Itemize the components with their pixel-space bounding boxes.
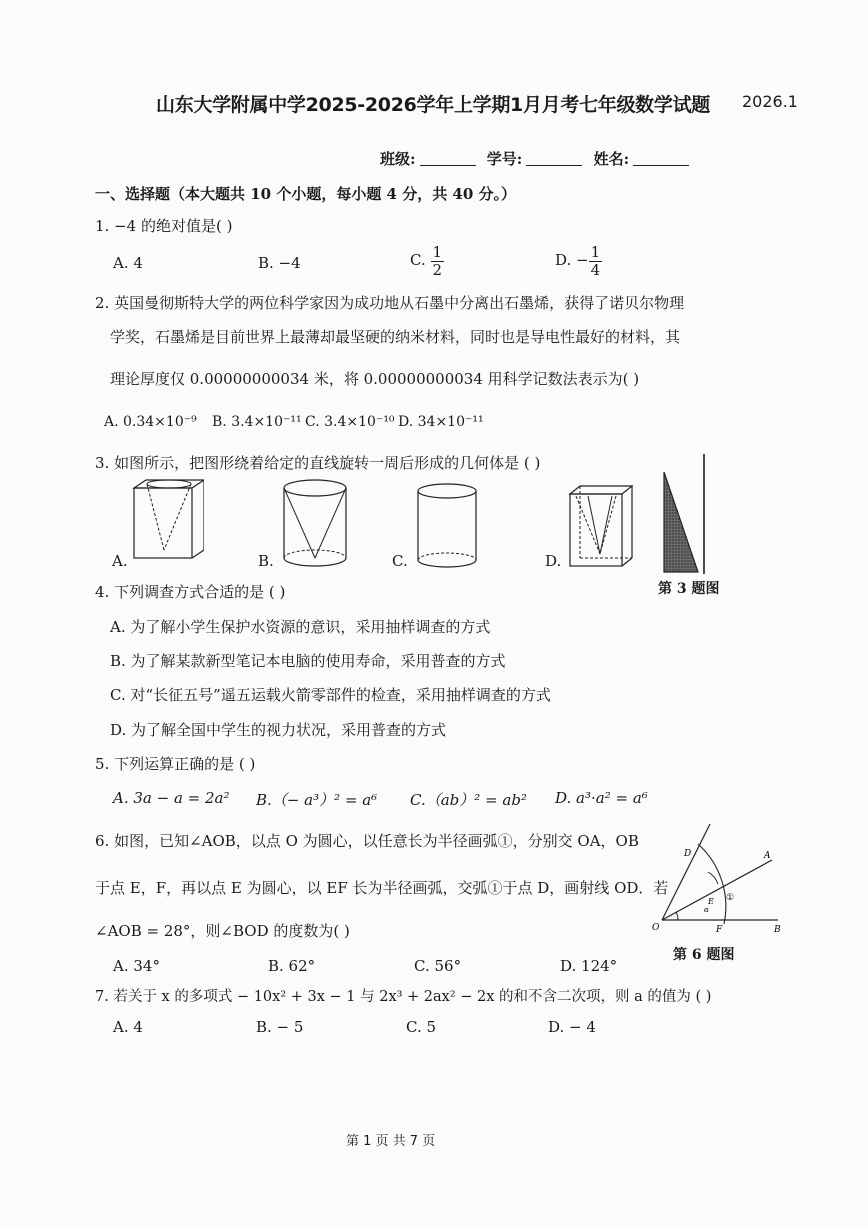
- q6-option-d: D. 124°: [560, 957, 618, 975]
- name-label: 姓名:: [593, 150, 630, 168]
- q4-stem: 4. 下列调查方式合适的是 ( ): [95, 583, 286, 601]
- q4-option-c: C. 对“长征五号”遥五运载火箭零部件的检查，采用抽样调查的方式: [110, 686, 551, 704]
- q6-option-a: A. 34°: [113, 957, 160, 975]
- q1-c-numerator: 1: [432, 243, 443, 261]
- class-label: 班级:: [380, 150, 416, 168]
- q2-line2: 学奖，石墨烯是目前世界上最薄却最坚硬的纳米材料，同时也是导电性最好的材料，其: [110, 328, 681, 346]
- q6-label-alpha: α: [704, 906, 709, 914]
- q3-label-b: B.: [258, 552, 274, 570]
- q5-option-b: B.（− a³）² = a⁶: [256, 791, 378, 809]
- id-label: 学号:: [486, 150, 523, 168]
- q2-line1: 2. 英国曼彻斯特大学的两位科学家因为成功地从石墨中分离出石墨烯，获得了诺贝尔物理: [95, 294, 685, 312]
- q6-line2: 于点 E，F，再以点 E 为圆心，以 EF 长为半径画弧，交弧①于点 D，画射线 OD．若: [95, 879, 669, 897]
- q5-option-c: C.（ab）² = ab²: [410, 791, 527, 809]
- section-heading: 一、选择题（本大题共 10 个小题，每小题 4 分，共 40 分。）: [95, 185, 517, 203]
- q2-option-a: A. 0.34×10⁻⁹: [104, 414, 197, 430]
- q6-label-b: B: [774, 925, 781, 935]
- q1-d-prefix: D. −: [555, 251, 589, 269]
- q1-option-a: A. 4: [113, 254, 143, 272]
- q6-label-circle1: ①: [726, 893, 735, 903]
- q6-figure: [646, 820, 786, 938]
- q1-stem: 1. −4 的绝对值是( ): [95, 217, 233, 235]
- q5-option-d: D. a³·a² = a⁶: [555, 789, 648, 807]
- q1-c-prefix: C.: [410, 251, 426, 269]
- q3-caption: 第 3 题图: [658, 581, 720, 597]
- q6-option-c: C. 56°: [414, 957, 462, 975]
- q1-option-c: [410, 244, 444, 278]
- q6-line1: 6. 如图，已知∠AOB，以点 O 为圆心，以任意长为半径画弧①，分别交 OA，OB: [95, 832, 639, 850]
- q2-option-b: B. 3.4×10⁻¹¹: [212, 414, 302, 430]
- q1-c-denominator: 2: [432, 260, 443, 279]
- q4-option-d: D. 为了解全国中学生的视力状况，采用普查的方式: [110, 721, 447, 739]
- class-blank: [420, 165, 476, 166]
- q3-label-c: C.: [392, 552, 408, 570]
- q6-label-f: F: [716, 925, 723, 935]
- q3-figure-d: [568, 484, 634, 570]
- q3-label-d: D.: [545, 552, 562, 570]
- q6-label-o: O: [652, 923, 660, 933]
- q1-d-denominator: 4: [590, 260, 601, 279]
- name-blank: [633, 165, 689, 166]
- q1-d-numerator: 1: [590, 243, 601, 261]
- q7-option-d: D. − 4: [548, 1018, 596, 1036]
- exam-title: 山东大学附属中学2025-2026学年上学期1月月考七年级数学试题: [156, 94, 710, 116]
- q2-line3: 理论厚度仅 0.00000000034 米，将 0.00000000034 用科学记数法表示为( ): [110, 370, 640, 388]
- q3-label-a: A.: [112, 552, 128, 570]
- q3-stem: 3. 如图所示，把图形绕着给定的直线旋转一周后形成的几何体是 ( ): [95, 454, 541, 472]
- q7-option-b: B. − 5: [256, 1018, 304, 1036]
- q1-option-b: B. −4: [258, 254, 301, 272]
- q4-option-a: A. 为了解小学生保护水资源的意识，采用抽样调查的方式: [110, 618, 491, 636]
- q2-option-d: D. 34×10⁻¹¹: [398, 414, 484, 430]
- q2-option-c: C. 3.4×10⁻¹⁰: [305, 414, 395, 430]
- q7-option-c: C. 5: [406, 1018, 437, 1036]
- q6-label-d: D: [684, 849, 692, 859]
- q3-reference-triangle: [660, 452, 710, 574]
- q6-label-e: E: [708, 897, 714, 906]
- q5-option-a: A. 3a − a = 2a²: [113, 789, 230, 807]
- q5-stem: 5. 下列运算正确的是 ( ): [95, 755, 256, 773]
- q6-label-a: A: [764, 851, 771, 861]
- q6-caption: 第 6 题图: [673, 947, 735, 963]
- q4-option-b: B. 为了解某款新型笔记本电脑的使用寿命，采用普查的方式: [110, 652, 506, 670]
- id-blank: [526, 165, 582, 166]
- page-footer: 第 1 页 共 7 页: [346, 1134, 436, 1149]
- q3-figure-c: [414, 482, 480, 572]
- q7-stem: 7. 若关于 x 的多项式 − 10x² + 3x − 1 与 2x³ + 2ax² − 2x 的和不含二次项，则 a 的值为 ( ): [95, 989, 712, 1005]
- q6-option-b: B. 62°: [268, 957, 316, 975]
- student-info: [380, 148, 695, 169]
- q1-c-fraction: [431, 244, 445, 278]
- q7-option-a: A. 4: [113, 1018, 143, 1036]
- q3-figure-b: [280, 478, 350, 570]
- q1-d-fraction: [589, 244, 603, 278]
- q1-option-d: [555, 244, 602, 278]
- q6-line3: ∠AOB = 28°，则∠BOD 的度数为( ): [95, 922, 350, 940]
- exam-date: 2026.1: [742, 92, 798, 111]
